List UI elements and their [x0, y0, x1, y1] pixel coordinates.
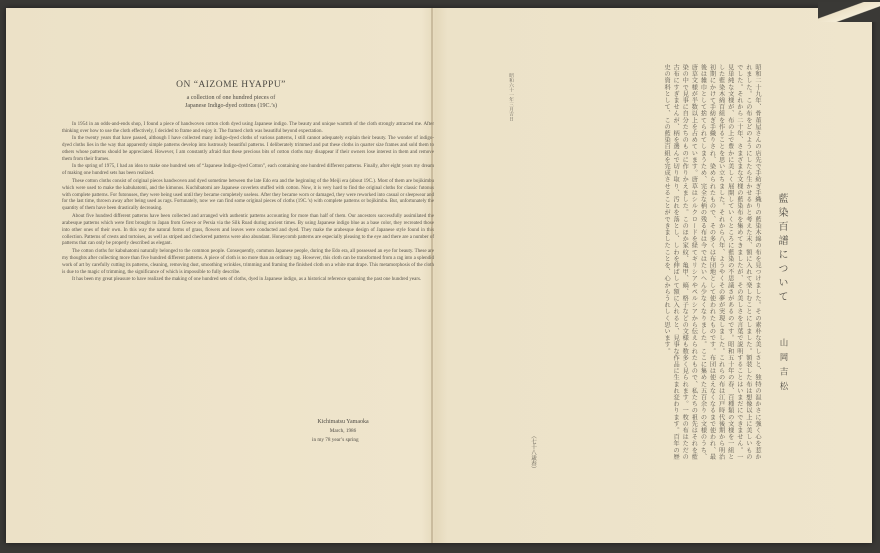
title-block: [96, 80, 366, 110]
signature-block: [298, 418, 388, 445]
paragraph: These cotton cloths consist of original pieces handwoven and dyed sometime between the late Edo era and the beginning of the Meiji era (about 19C.). Most of them are bojikimbu which were used to make the kabuhatomi, and the kimonos. Kuchibatomi are Japanese coverlets stuffed with cotton. Now, it is very hard to find the original cloths for classic futonus with complete patterns. For futonuses, they were being used until they became completely useless. After they became worn or damaged, they were reworked into casual or sleepwear and for the last time, thrown away after being used as rags. Fortunately, now we can find some original pieces of cloths (19C.’s) with complete patterns or bojikimbu. But, unfortunately the quantity of them have been drastically decreasing.: [62, 178, 434, 212]
japanese-age-note: （七十八歳春）: [530, 433, 536, 472]
page-title: ON “AIZOME HYAPPU”: [176, 80, 286, 90]
japanese-date-line: 昭和六十一年三月吉日: [508, 73, 513, 121]
english-page: [6, 8, 434, 543]
japanese-title: 藍染百譜について: [776, 193, 787, 305]
japanese-body: [510, 64, 762, 466]
signature-name: Kichimatsu Yamaoka: [317, 419, 369, 425]
paragraph: In 1954 in an odds-and-ends shop, I found a piece of handwoven cotton cloth dyed using Japanese indigo. The beauty and unique warmth of the cloth strongly attracted me. After thinking over how to use the cloth effectively, I decided to frame and enjoy it. The framed cloth was beautiful beyond expectation.: [62, 122, 434, 134]
japanese-page: [433, 8, 872, 543]
subtitle-line-1: a collection of one hundred pieces of: [186, 95, 276, 101]
japanese-body-text: 昭和二十九年、骨董屋さんの店先で手紡ぎ手織りの藍染木綿の布を見つけました。その素朴な美しさと、独特の温かさに強く心を惹かれました。この布をどのようにしたら生かせるかと考えた末、額に入れて楽しむことにしました。額装した布は想像以上に美しいものでした。それから二十年、さまざまな文様の藍染布を集めてきましたが、その美しさを言葉で説明することはいまだにできません。一見単純な文様が、布の上で豊かに美しく展開していくところに藍染の不思議さがあるのです。昭和五十年の春、百種類の文様を一組とした藍染木綿百組を作ることを思い立ちました。それから八年、ようやくその夢が実現しました。これらの布は江戸時代後期から明治初期にかけて手紡ぎ手織りされ、染められたもので、その多くは布団地として使われたものです。布団は使えなくなるまで使われ、最後は雑巾として捨てられてしまうため、完全な柄の残る布は今ではたいへん少なくなりました。ここに集めた五百余りの文様のうち、唐草文様が半数以上を占めています。唐草はシルクロードを経てギリシアやペルシアから伝えられたもので、私たちの祖先はそれを藍染の中で見事に自分たちのものに作りかえました。このほか家紋、亀甲、縞、格子などの文様も数多く見られます。一枚の布はただの古布にすぎませんが、柄を選んで切り取り、汚れを落とし、しわを伸ばして額に入れると、見事な作品に生まれ変わります。百年の歴史の資料として、この藍染百組を完成させることができましたことを、心からうれしく思います。: [663, 64, 761, 460]
paragraph: About five hundred different patterns have been collected and arranged with authentic patterns accounting for more than half of them. Our ancestors successfully assimilated the arabesque patterns which were first brought to Japan from Greece or Persia via the Silk Road during ancient times. By using Japanese indigo blue as a base color, they recreated those into other ones of their own. In this way the natural forms of grass, flowers and leaves were conducted and dyed. They make the arabesque design of Japanese style found in this collection. Patterns of crests and tortoises, as well as striped and checkered patterns were also abundant. Honeycomb patterns are especially pleasing to the eye and there are a number of patterns that can only be properly described as elegant.: [62, 213, 434, 247]
paragraph: In the twenty years that have passed, although I have collected many indigo-dyed cloths of various patterns, I still cannot adequately explain their beauty. The wonder of indigo-dyed cloths lies in the way that apparently simple patterns develop into lustrously beautiful patterns. I deliberately trimmed and put these cloths in quarter size frames and sold them to others whose patterns should be appreciated. However, I am constantly afraid that these precious bits of cotton cloths may disappear if their owners lose interest in them and remove them from their frames.: [62, 136, 434, 163]
paragraph: The cotton cloths for kabuhatomi naturally belonged to the common people. Consequently, common Japanese people, during the Edo era, all possessed an eye for beauty. These are my thoughts after collecting more than five hundred different patterns. A piece of cloth is no more than an ordinary rag. However, this cloth can be transformed from a rag into a splendid work of art by carefully cutting its patterns, cleaning, removing dust, smoothing wrinkles, trimming and framing the finished cloth on a white mat drape. This metamorphosis of the cloth is due to the magic of trimming, the significance of which is impossible to fully describe.: [62, 248, 434, 275]
subtitle-line-2: Japanese Indigo-dyed cottons (19C.’s): [185, 103, 277, 109]
japanese-author: 山岡吉松: [778, 338, 788, 396]
paragraph: It has been my great pleasure to have realized the making of one hundred sets of cloths, dyed in Japanese indigo, as a historical reference spanning the past one hundred years.: [72, 276, 422, 282]
paper-spread: [6, 8, 872, 543]
signature-date: March, 1986: [329, 428, 357, 434]
body-text: [62, 122, 434, 284]
signature-age-note: in my 78 year’s spring: [312, 437, 359, 443]
paragraph: In the spring of 1975, I had an idea to make one hundred sets of “Japanese Indigo-dyed Cotton”, each containing one hundred different patterns. Finally, after eight years my dream of making one hundred sets has been realized.: [62, 164, 434, 177]
torn-corner: [818, 2, 880, 22]
